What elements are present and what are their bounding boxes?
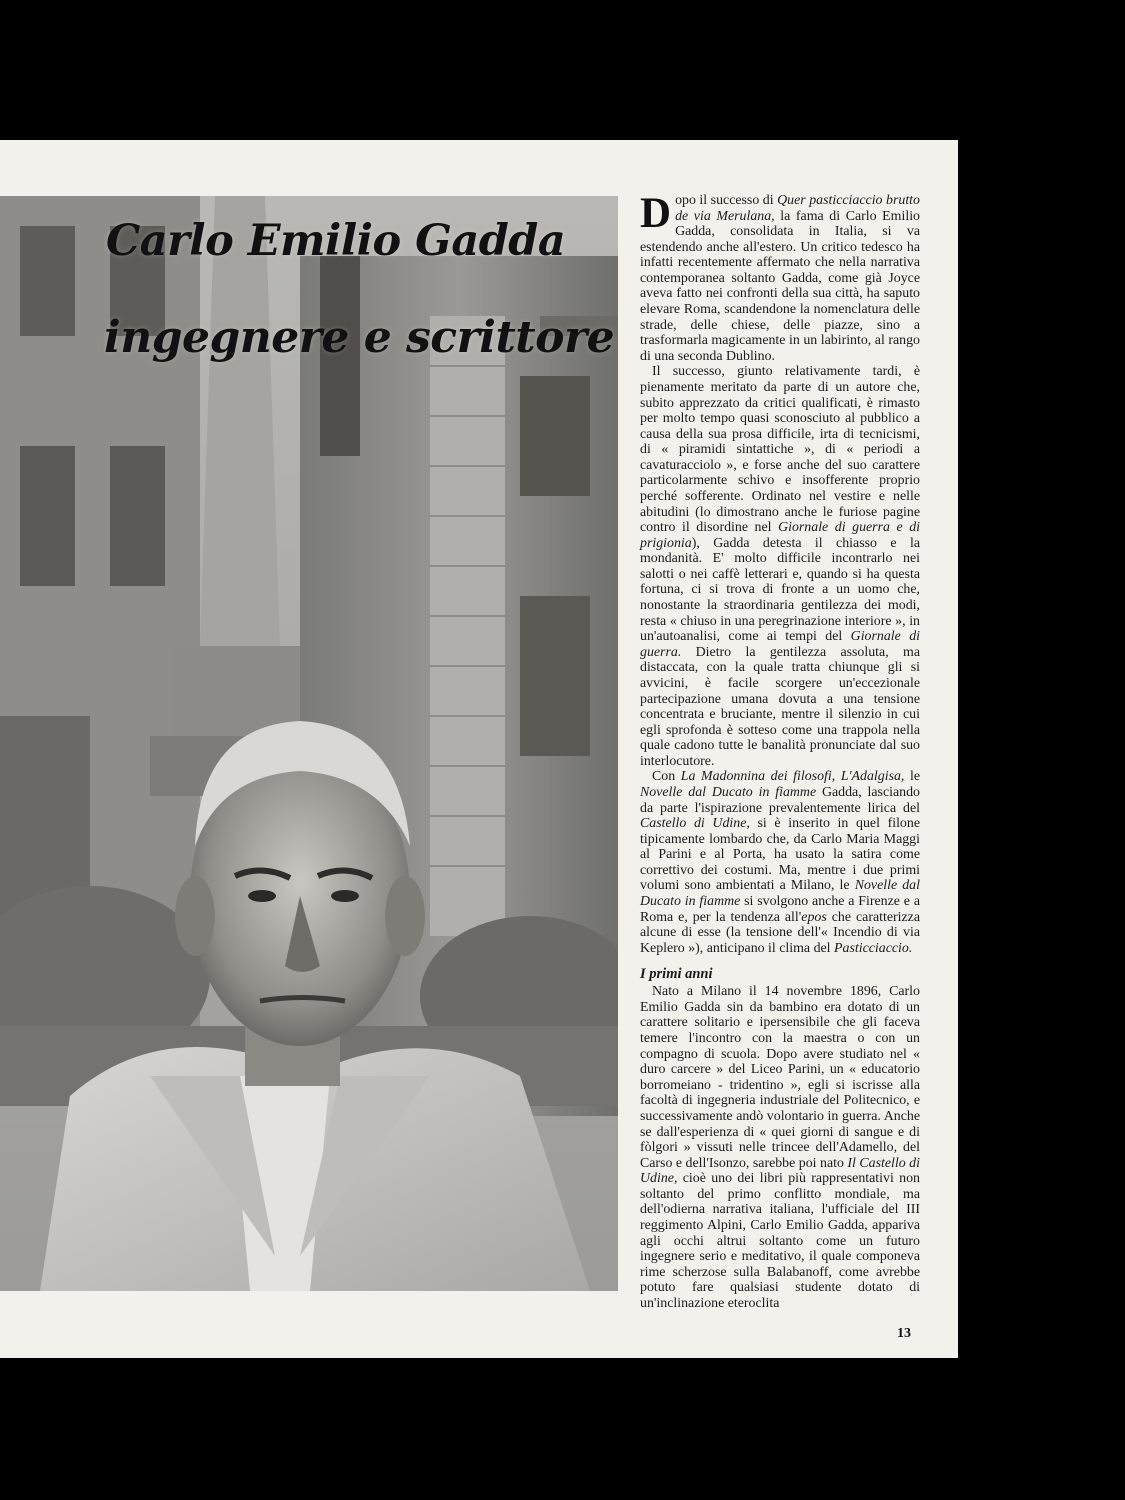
book-title: Giornale di guerra e di prigionia [640, 520, 920, 551]
book-title: Il Castello di Udine, [640, 1155, 920, 1187]
article-body [640, 190, 920, 1311]
text-run: opo il successo di [675, 193, 778, 208]
page-number: 13 [897, 1326, 911, 1341]
text-run: Nato a Milano il 14 novembre 1896, Carlo Emilio Gadda sin da bambino era dotato di un carattere solitario e ipersensibile che gli faceva temere l'incontro con la maestra o con un compagno di scuola. Dopo avere studiato nel « duro carcere » del Liceo Parini, un « educatorio borromeiano - tridentino », egli si iscrisse alla facoltà di ingegneria industriale del Politecnico, e successivamente andò volontario in guerra. Anche se dall'esperienza di « quei giorni di sangue e di fòlgori » vissuti nelle trincee dell'Adamello, del Carso e dell'Isonzo, sarebbe poi nato [640, 984, 920, 1171]
drop-cap: D [640, 190, 672, 237]
book-title: Novelle dal Ducato in fiamme [640, 878, 920, 910]
article-headline [0, 140, 618, 440]
section-subheading: I primi anni [640, 966, 713, 983]
text-run: Gadda, lasciando da parte l'ispirazione prevalentemente lirica del [640, 784, 920, 816]
paragraph-3 [640, 769, 920, 956]
book-title: Pasticciaccio. [834, 940, 913, 956]
book-title: Novelle dal Ducato in fiamme [640, 784, 817, 800]
paragraph-2 [640, 364, 920, 769]
book-title: Castello di Udine, [640, 816, 750, 832]
paragraph-4 [640, 984, 920, 1311]
text-run: le [904, 769, 920, 785]
headline-line-1: Carlo Emilio Gadda [106, 216, 566, 266]
book-title: Quer pasticciaccio brutto de via Merulana, [675, 193, 920, 224]
magazine-page [0, 140, 958, 1358]
text-run: Il successo, giunto relativamente tardi, è pienamente meritato da parte di un autore che, subito apprezzato da critici qualificati, è rimasto per molto tempo quasi sconosciuto al pubblico a causa della sua prosa difficile, irta di tecnicismi, di « piramidi sintattiche », di « periodi a cavaturacciolo », e forse anche del suo carattere particolarmente schivo e insofferente proprio perché sofferente. Ordinato nel vestire e nelle abitudini (lo dimostrano anche le furiose pagine contro il disordine nel [640, 364, 920, 536]
text-run: cioè uno dei libri più rappresentativi non soltanto del primo conflitto mondiale, ma dell'odierna narrativa italiana, l'ufficiale del III reggimento Alpini, Carlo Emilio Gadda, appariva agli occhi altrui soltanto come un futuro ingegnere serio e meditativo, il quale componeva rime scherzose sulla Balabanoff, come avrebbe potuto fare qualsiasi studente dotato di un'inclinazione eteroclita [640, 1171, 920, 1311]
text-run: la fama di Carlo Emilio Gadda, consolidata in Italia, si va estendendo anche all'estero. Un critico tedesco ha infatti recentemente affermato che nella narrativa contemporanea soltanto Gadda, come già Joyce aveva fatto nei confronti della sua città, ha saputo elevare Roma, scandendone la nomenclatura delle strade, delle chiese, delle piazze, sino a trasformarla magicamente in un labirinto, al rango di una seconda Dublino. [640, 208, 920, 364]
book-title: Giornale di guerra. [640, 629, 920, 660]
italic-term: epos [801, 909, 827, 925]
headline-line-2: ingegnere e scrittore [104, 312, 615, 363]
text-run: si svolgono anche a Firenze e a Roma e, per la tendenza all' [640, 894, 920, 925]
text-run: Con [652, 769, 681, 785]
text-run: si è inserito in quel filone tipicamente lombardo che, da Carlo Maria Maggi al Parini e al Porta, ha usato la satira come correttivo dei costumi. Ma, mentre i due primi volumi sono ambientati a Milano, le [640, 816, 920, 894]
paragraph-1 [640, 190, 920, 364]
text-run: ), Gadda detesta il chiasso e la mondanità. E' molto difficile incontrarlo nei salotti o nei caffè letterari e, quando si ha questa fortuna, ci si trova di fronte a un uomo che, nonostante la straordinaria gentilezza dei modi, resta « chiuso in una peregrinazione interiore », in un'autoanalisi, come ai tempi del [640, 535, 920, 645]
text-run: che caratterizza alcune di esse (la tensione dell'« Incendio di via Keplero »), anticipano il clima del [640, 909, 920, 956]
text-run: Dietro la gentilezza assoluta, ma distaccata, con la quale tratta chiunque gli si avvicini, è facile scorgere un'eccezionale partecipazione umana dovuta a una tensione concentrata e bruciante, mentre il silenzio in cui egli sprofonda è sotteso come una trappola nella quale cadono tutte le banalità pronunciate dal suo interlocutore. [640, 644, 920, 769]
book-title: La Madonnina dei filosofi, L'Adalgisa, [680, 769, 905, 785]
